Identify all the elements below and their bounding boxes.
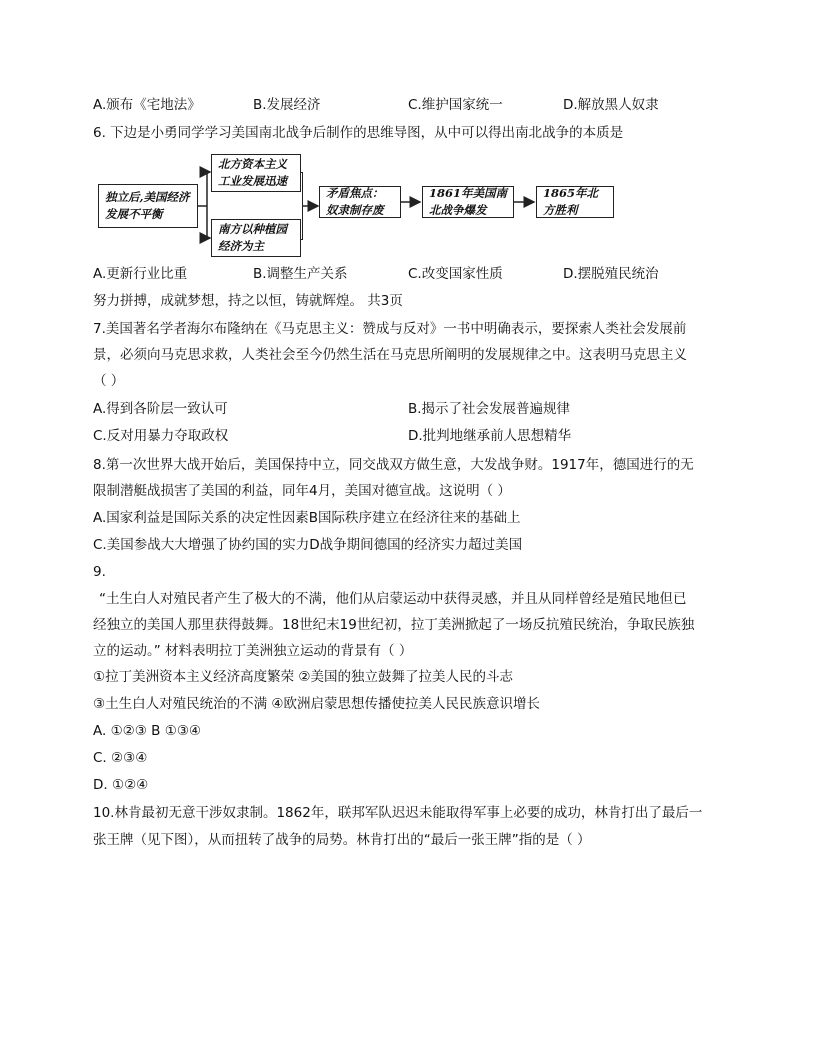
q7-option-b: B.揭示了社会发展普遍规律 — [408, 401, 571, 417]
q6-option-c: C.改变国家性质 — [408, 266, 503, 282]
q9-number: 9. — [93, 564, 106, 580]
q7-option-d: D.批判地继承前人思想精华 — [408, 428, 572, 444]
q9-line-3: 立的运动。” 材料表明拉丁美洲独立运动的背景有（ ） — [93, 643, 413, 659]
q9-line-4: ①拉丁美洲资本主义经济高度繁荣 ②美国的独立鼓舞了拉美人民的斗志 — [93, 669, 513, 685]
q9-line-5: ③土生白人对殖民统治的不满 ④欧洲启蒙思想传播使拉美人民民族意识增长 — [93, 696, 540, 712]
mindmap-south-box — [211, 219, 301, 257]
q9-line-2: 经独立的美国人那里获得鼓舞。18世纪末19世纪初，拉丁美洲掀起了一场反抗殖民统治，争取民族独 — [93, 617, 695, 633]
q8-options-cd: C.美国参战大大增强了协约国的实力D战争期间德国的经济实力超过美国 — [93, 537, 523, 553]
mindmap-start-box — [98, 184, 198, 228]
mindmap-south-text: 南方以种植园经济为主 — [218, 222, 287, 253]
q7-option-a: A.得到各阶层一致认可 — [93, 401, 228, 417]
mindmap-north-text: 北方资本主义工业发展迅速 — [218, 157, 287, 188]
q8-options-ab: A.国家利益是国际关系的决定性因素B国际秩序建立在经济往来的基础上 — [93, 510, 521, 526]
q10-line-1: 10.林肯最初无意干涉奴隶制。1862年，联邦军队迟迟未能取得军事上必要的成功，林肯打出了最后一 — [93, 805, 703, 821]
q9-line-1: “土生白人对殖民者产生了极大的不满，他们从启蒙运动中获得灵感，并且从同样曾经是殖民地但已 — [99, 591, 687, 607]
q6-stem: 6. 下边是小勇同学学习美国南北战争后制作的思维导图，从中可以得出南北战争的本质是 — [93, 125, 624, 141]
mindmap-end-box — [536, 186, 614, 218]
q7-option-c: C.反对用暴力夺取政权 — [93, 428, 229, 444]
q6-option-b: B.调整生产关系 — [253, 266, 348, 282]
mindmap-conflict-box — [319, 186, 401, 218]
q6-option-d: D.摆脱殖民统治 — [563, 266, 659, 282]
q5-option-c: C.维护国家统一 — [408, 97, 503, 113]
mindmap-start-text: 独立后,美国经济发展不平衡 — [105, 190, 190, 221]
q10-line-2: 张王牌（见下图），从而扭转了战争的局势。林肯打出的“最后一张王牌”指的是（ ） — [93, 832, 591, 848]
mindmap-end-text: 1865年北方胜利 — [543, 186, 599, 217]
q9-option-ab: A. ①②③ B ①③④ — [93, 723, 202, 739]
mindmap-outbreak-text: 1861年美国南北战争爆发 — [429, 186, 508, 217]
q5-option-a: A.颁布《宅地法》 — [93, 97, 201, 113]
mindmap-outbreak-box — [422, 186, 514, 218]
footer-note: 努力拼搏，成就梦想，持之以恒，铸就辉煌。 共3页 — [93, 293, 403, 309]
mindmap-diagram — [94, 150, 654, 260]
mindmap-north-box — [211, 154, 301, 192]
q6-option-a: A.更新行业比重 — [93, 266, 188, 282]
q5-option-d: D.解放黑人奴隶 — [563, 97, 659, 113]
q8-line-1: 8.第一次世界大战开始后，美国保持中立，同交战双方做生意，大发战争财。1917年，德国进行的无 — [93, 457, 694, 473]
q7-line-3: （ ） — [93, 373, 125, 389]
q7-line-1: 7.美国著名学者海尔布隆纳在《马克思主义：赞成与反对》一书中明确表示，要探索人类社会发展前 — [93, 321, 687, 337]
q9-option-c: C. ②③④ — [93, 750, 148, 766]
mindmap-conflict-text: 矛盾焦点：奴隶制存废 — [326, 186, 384, 217]
q8-line-2: 限制潜艇战损害了美国的利益，同年4月，美国对德宣战。这说明（ ） — [93, 483, 511, 499]
mindmap-merge-bracket — [300, 172, 303, 240]
q7-line-2: 景，必须向马克思求救，人类社会至今仍然生活在马克思所阐明的发展规律之中。这表明马克思主义 — [93, 347, 687, 363]
q5-option-b: B.发展经济 — [253, 97, 321, 113]
q9-option-d: D. ①②④ — [93, 777, 149, 793]
